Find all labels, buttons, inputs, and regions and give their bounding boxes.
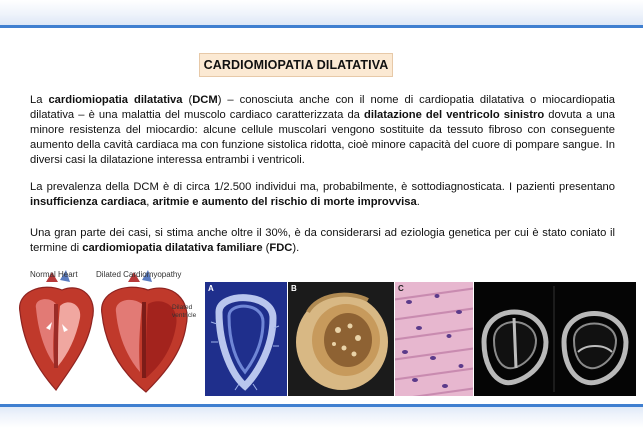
panel-c-letter: C: [398, 284, 404, 293]
paragraph-definition: [30, 93, 615, 168]
bottom-footer-bar: [0, 404, 643, 428]
text-run: ).: [292, 242, 300, 254]
bottom-accent-line: [0, 404, 643, 407]
heart-comparison-illustration: [6, 268, 202, 398]
page-title: CARDIOMIOPATIA DILATATIVA: [199, 53, 393, 77]
panel-c-histology: [395, 282, 473, 396]
bold-term: insufficienza cardiaca: [30, 196, 147, 208]
text-run: ,: [146, 196, 153, 208]
panel-b-letter: B: [291, 284, 297, 293]
bold-term: aritmie e aumento del rischio di morte improvvisa: [152, 196, 417, 208]
panel-a-diagram: [205, 282, 287, 396]
echo-left-view: [484, 312, 546, 383]
normal-heart-label: Normal Heart: [30, 270, 78, 279]
text-run: Una gran parte dei casi, si stima anche oltre il 30%, è da considerarsi ad eziologia genetica per cui è stato coniato il termine di: [30, 227, 615, 254]
text-run: (: [182, 94, 193, 106]
panel-d-echocardiogram: [474, 282, 636, 396]
paragraph-prevalence: [30, 180, 615, 210]
panel-b-specimen: [288, 282, 394, 396]
dilated-heart-label: Dilated Cardiomyopathy: [96, 270, 182, 279]
normal-heart-drawing: [20, 270, 94, 390]
bold-term: FDC: [269, 242, 293, 254]
top-header-bar: [0, 0, 643, 26]
panel-a-letter: A: [208, 284, 214, 293]
bold-term: cardiomiopatia dilatativa: [48, 94, 183, 106]
bold-term: dilatazione del ventricolo sinistro: [364, 109, 545, 121]
text-run: La: [30, 94, 49, 106]
dilated-heart-drawing: [102, 270, 187, 392]
echo-right-view: [564, 314, 626, 383]
figure-strip: [0, 268, 643, 398]
text-run: (: [262, 242, 270, 254]
text-run: dovuta a una minore resistenza del miocardio: alcune cellule muscolari vengono sostituite da tessuto fibroso con conseguente aumento della cavità cardiaca ma con funzione sistolica ridotta, cioè minore capacità del cuore di pompare sangue. In diversi casi la dilatazione interessa entrambi i ventricoli.: [30, 109, 615, 166]
top-accent-line: [0, 25, 643, 28]
bold-term: cardiomiopatia dilatativa familiare: [82, 242, 263, 254]
text-run: ) – conosciuta anche con il nome di cardiopatia dilatativa o miocardiopatia dilatativa – è una malattia del muscolo cardiaco caratterizzata da: [30, 94, 615, 121]
bold-term: DCM: [192, 94, 218, 106]
paragraph-genetics: [30, 226, 615, 256]
text-run: La prevalenza della DCM è di circa 1/2.500 individui ma, probabilmente, è sottodiagnosticata. I pazienti presentano: [30, 181, 615, 193]
dilated-ventricle-label: Dilated ventricle: [172, 304, 197, 319]
text-run: .: [416, 196, 420, 208]
